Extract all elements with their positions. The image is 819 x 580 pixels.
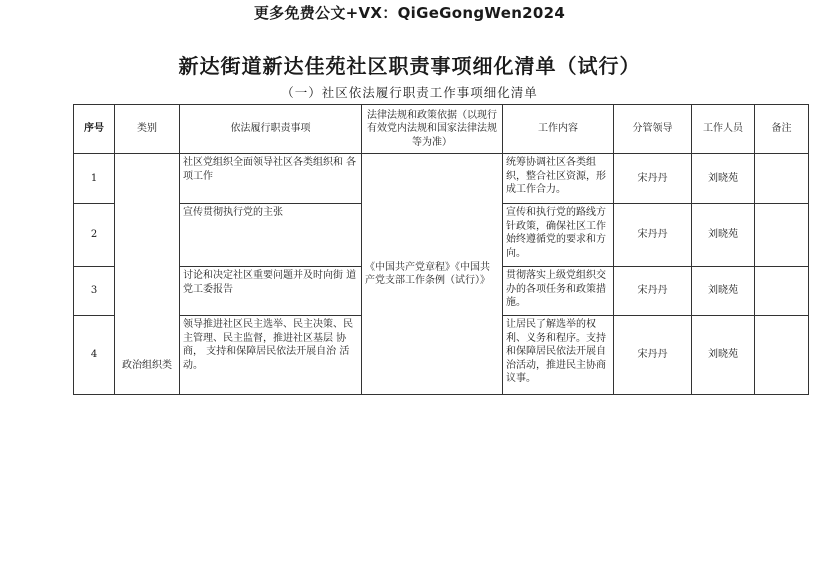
table-header-row — [74, 105, 809, 154]
row-seq: 4 — [74, 316, 115, 395]
row-content: 让居民了解选举的权利、义务和程序。支持 和保障居民依法开展自 治活动，推进民主协商 议事。 — [503, 316, 614, 395]
row-remark — [755, 204, 809, 267]
table-row — [74, 154, 809, 204]
row-duty: 领导推进社区民主选举、民主决策、民 主管理、民主监督，推进社区基层 协商， 支持和保障居民依法开展自治 活动。 — [180, 316, 362, 395]
law-basis-cell: 《中国共产党章程》《中国共产党支部工作条例（试行）》 — [362, 154, 503, 395]
row-content: 宣传和执行党的路线方 针政策，确保社区工作 始终遵循党的要求和方 向。 — [503, 204, 614, 267]
row-staff: 刘晓苑 — [692, 316, 755, 395]
document-subtitle: （一）社区依法履行职责工作事项细化清单 — [281, 85, 538, 100]
row-content: 贯彻落实上级党组织交 办的各项任务和政策措 施。 — [503, 267, 614, 316]
duty-table — [73, 104, 809, 395]
row-seq: 2 — [74, 204, 115, 267]
row-leader: 宋丹丹 — [614, 154, 692, 204]
row-duty: 宣传贯彻执行党的主张 — [180, 204, 362, 267]
header-seq: 序号 — [74, 105, 115, 154]
header-category: 类别 — [115, 105, 180, 154]
row-seq: 1 — [74, 154, 115, 204]
row-leader: 宋丹丹 — [614, 316, 692, 395]
row-staff: 刘晓苑 — [692, 204, 755, 267]
watermark-text: 更多免费公文+VX：QiGeGongWen2024 — [253, 4, 566, 22]
row-staff: 刘晓苑 — [692, 267, 755, 316]
row-duty: 社区党组织全面领导社区各类组织和 各项工作 — [180, 154, 362, 204]
row-remark — [755, 316, 809, 395]
category-cell: 政治组织类 — [115, 154, 180, 395]
header-leader: 分管领导 — [614, 105, 692, 154]
header-duty: 依法履行职责事项 — [180, 105, 362, 154]
row-content: 统筹协调社区各类组织，整合社区资源，形 成工作合力。 — [503, 154, 614, 204]
row-staff: 刘晓苑 — [692, 154, 755, 204]
header-remark: 备注 — [755, 105, 809, 154]
row-leader: 宋丹丹 — [614, 204, 692, 267]
document-title: 新达街道新达佳苑社区职责事项细化清单（试行） — [178, 54, 641, 78]
header-law-basis: 法律法规和政策依据（以现行有效党内法规和国家法律法规等为准） — [362, 105, 503, 154]
row-duty: 讨论和决定社区重要问题并及时向街 道党工委报告 — [180, 267, 362, 316]
row-remark — [755, 154, 809, 204]
row-leader: 宋丹丹 — [614, 267, 692, 316]
row-seq: 3 — [74, 267, 115, 316]
header-staff: 工作人员 — [692, 105, 755, 154]
row-remark — [755, 267, 809, 316]
header-content: 工作内容 — [503, 105, 614, 154]
